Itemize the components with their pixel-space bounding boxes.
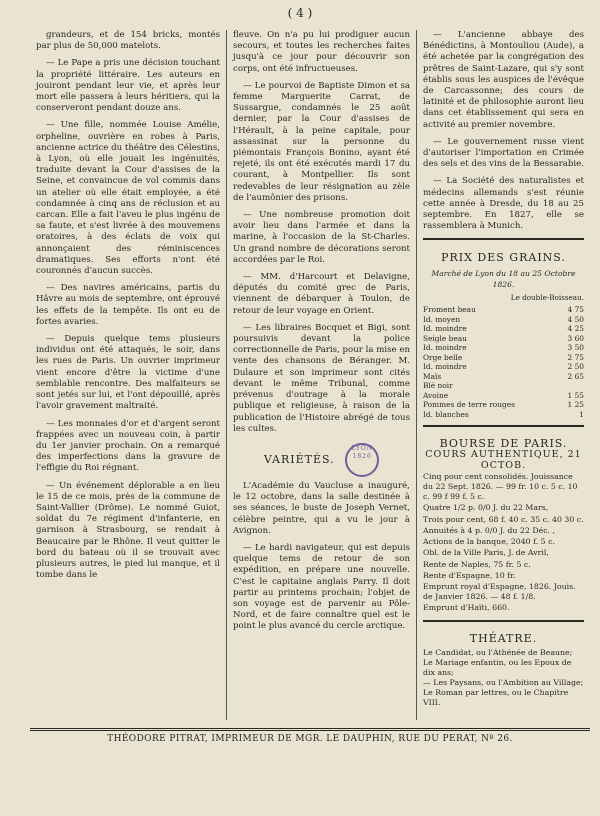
- price-row: [423, 343, 584, 353]
- printer-imprint: THÉODORE PITRAT, IMPRIMEUR DE MGR. LE DAUPHIN, RUE DU PERAT, Nº 26.: [30, 728, 590, 744]
- grain-price: 1 55: [567, 390, 584, 400]
- article: — L'ancienne abbaye des Bénédictins, à Montouliou (Aude), a été achetée par la congrégation des prêtres de Saint-Lazare, qui s'y sont établis sous les auspices de l'évêque de Carcassonne; des cours de latinité et de philosophie auront lieu dans cet établissement qui sera en activité au premier novembre.: [423, 30, 584, 130]
- grain-label: Pommes de terre rouges: [423, 400, 515, 410]
- article: — Un événement déplorable a en lieu le 15 de ce mois, près de la commune de Saint-Vallier (Drôme). Le nommé Guiot, soldat du 7e régiment d'infanterie, en garnison à Strasbourg, se rendait à Beaucaire par le Rhône. Il veut quitter le bord du bateau où il se trouvait avec plusieurs autres, le pied lui manque, et il tombe dans le: [36, 480, 220, 581]
- article: — Le hardi navigateur, qui est depuis quelque tems de retour de son expédition, en prépare une nouvelle. C'est le capitaine anglais Parry. Il doit partir au printems prochain; l'objet de son voyage est de parvenir au Pôle-Nord, et de faire connaître quel est le point le plus avancé du cercle arctique.: [233, 542, 410, 632]
- grain-label: Seigle beau: [423, 333, 467, 343]
- price-row: [423, 410, 584, 420]
- theatre-line: Le Roman par lettres, ou le Chapitre VIII.: [423, 687, 569, 707]
- bourse-subtitle: COURS AUTHENTIQUE, 21 OCTOB.: [425, 449, 582, 471]
- price-row: [423, 334, 584, 344]
- varietes-heading: [233, 443, 410, 477]
- varietes-title: VARIÉTÉS.: [263, 452, 335, 466]
- price-row: [423, 353, 584, 363]
- theatre-line: Le Mariage enfantin, ou les Epoux de dix ans;: [423, 657, 572, 677]
- bourse-line: Emprunt royal d'Espagne, 1826. Jouis. de Janvier 1826. — 48 f. 1/8.: [423, 581, 576, 602]
- article: L'Académie du Vaucluse a inauguré, le 12 octobre, dans la salle destinée à ses séances, le buste de Joseph Vernet, célèbre peintre, qui a vu le jour à Avignon.: [233, 480, 410, 536]
- bourse-line: Rente de Naples, 75 fr. 5 c.: [423, 559, 531, 569]
- price-row: [423, 391, 584, 401]
- grain-prices-subtitle: Marché de Lyon du 18 au 25 Octobre 1826.: [431, 268, 576, 289]
- theatre-line: — Les Paysans, ou l'Ambition au Village;: [423, 677, 584, 687]
- bourse-line: Cinq pour cent consolidés. Jouissance du 22 Sept. 1826. — 99 fr. 10 c. 5 c. 10 c. 99 f 99 f. 5 c.: [423, 471, 578, 502]
- bourse-line: Actions de la banque, 2040 f. 5 c.: [423, 537, 555, 547]
- article: — Le pourvoi de Baptiste Dimon et sa femme Marguerite Carrat, de Sussargue, condamnés le 25 août dernier, par la Cour d'assises de l'Hérault, à la peine capitale, pour assassinat sur la personne du piémontais François Bonino, ayant été rejeté, ils ont été exécutés mardi 17 du courant, à Montpellier. Ils sont redevables de leur résignation au zèle de l'aumônier des prisons.: [233, 80, 410, 203]
- bourse-line: Quatre 1/2 p. 0/0 J. du 22 Mars,: [423, 503, 549, 513]
- postal-stamp-icon: LYON 1826: [345, 443, 379, 477]
- article: — Des navires américains, partis du Hâvre au mois de septembre, ont éprouvé les effets de la tempête. Ils ont eu de fortes avaries.: [36, 283, 220, 327]
- grain-label: Maïs: [423, 371, 442, 381]
- price-row: [423, 305, 584, 315]
- article: — Une fille, nommée Louise Amélie, orpheline, ouvrière en robes à Paris, ancienne actrice du théâtre des Célestins, à Lyon, où elle jouait les ingénuités, traduite devant la Cour d'assises de la Seine, et convaincue de vol commis dans un atelier où elle était employée, a été condamnée à cinq ans de réclusion et au carcan. Elle a fait l'aveu le plus ingénu de sa faute, et s'est livrée à des mouvemens oratoires, à des éclats de voix qui annonçaient des réminiscences dramatiques. Ses efforts n'ont été couronnés d'aucun succès.: [36, 120, 220, 277]
- grain-price: 1 25: [567, 400, 584, 410]
- theatre-title: THÉATRE.: [469, 631, 538, 645]
- bourse-line: Trois pour cent, 68 f. 40 c. 35 c. 40 30 c.: [423, 514, 584, 524]
- grain-prices-title: PRIX DES GRAINS.: [441, 251, 566, 265]
- bourse-line: Emprunt d'Haïti, 660.: [423, 603, 510, 613]
- article: — MM. d'Harcourt et Delavigne, députés du comité grec de Paris, viennent de débarquer à Toulon, de retour de leur voyage en Orient.: [233, 272, 410, 316]
- price-row: [423, 400, 584, 410]
- grain-prices-section: [423, 238, 584, 419]
- article: — Les libraires Bocquet et Bigi, sont poursuivis devant la police correctionnelle de Paris, pour la mise en vente des chansons de Béranger. M. Dulaure et son imprimeur sont cités devant le même Tribunal, comme prévenus d'outrage à la morale publique et religieuse, à raison de la publication de l'Histoire abrégé de tous les cultes.: [233, 322, 410, 434]
- grain-label: Id. blanches: [423, 409, 469, 419]
- article: — Depuis quelque tems plusieurs individus ont été attaqués, le soir, dans les rues de Paris. Un ouvrier imprimeur vient encore d'être la victime d'une semblable rencontre. Des malfaiteurs se sont jetés sur lui, et l'ont dépouillé, après l'avoir gravement maltraité.: [36, 334, 220, 412]
- grain-label: Blé noir: [423, 381, 453, 391]
- article: — Le gouvernement russe vient d'autoriser l'importation en Crimée des sels et des vins de la Bessarabie.: [423, 136, 584, 170]
- grain-price: 3 50: [567, 343, 584, 353]
- price-row: [423, 381, 584, 391]
- bourse-line: Obl. de la Ville Paris, J. de Avril,: [423, 548, 549, 558]
- grain-label: Avoine: [423, 390, 449, 400]
- column-1: [30, 30, 227, 720]
- column-3: [417, 30, 590, 720]
- grain-price: 2 50: [567, 362, 584, 372]
- grain-price: 4 50: [567, 314, 584, 324]
- grain-label: Froment beau: [423, 305, 476, 315]
- grain-price: 2 65: [567, 371, 584, 381]
- column-2: [227, 30, 417, 720]
- bourse-title: BOURSE DE PARIS.: [439, 437, 568, 451]
- price-row: [423, 372, 584, 382]
- grain-prices-unit: Le double-Boisseau.: [510, 293, 584, 303]
- grain-label: Id. moindre: [423, 324, 467, 334]
- theatre-line: Le Candidat, ou l'Athénée de Beaune;: [423, 647, 573, 657]
- article: — Les monnaies d'or et d'argent seront frappées avec un nouveau coin, à partir du 1er janvier prochain. On a remarqué des imperfections dans la gravure de l'effigie du Roi régnant.: [36, 418, 220, 474]
- theatre-section: [423, 620, 584, 708]
- bourse-line: Rente d'Espagne, 10 fr.: [423, 570, 516, 580]
- article: — La Société des naturalistes et médecins allemands s'est réunie cette année à Dresde, du 18 au 25 septembre. En 1827, elle se rassemblera à Munich.: [423, 176, 584, 232]
- grain-price: 4 75: [567, 305, 584, 315]
- price-row: [423, 362, 584, 372]
- article: fleuve. On n'a pu lui prodiguer aucun secours, et toutes les recherches faites jusqu'à ce jour pour découvrir son corps, ont été infructueuses.: [233, 30, 410, 74]
- page-number: ( 4 ): [287, 6, 313, 20]
- article: grandeurs, et de 154 bricks, montés par plus de 50,000 matelots.: [36, 30, 220, 52]
- article: — Le Pape a pris une décision touchant la propriété littéraire. Les auteurs en jouiront pendant leur vie, et après leur mort elle passera à leurs héritiers, qui la conserveront pendant douze ans.: [36, 58, 220, 114]
- bourse-line: Annuités à 4 p. 0/0 J. du 22 Déc. ,: [423, 525, 555, 535]
- price-row: [423, 324, 584, 334]
- grain-label: Id. moindre: [423, 343, 467, 353]
- stock-exchange-section: [423, 425, 584, 613]
- grain-price: 2 75: [567, 352, 584, 362]
- grain-price: 1: [579, 409, 584, 419]
- grain-price: 3 60: [567, 333, 584, 343]
- grain-label: Orge belle: [423, 352, 463, 362]
- grain-price: 4 25: [567, 324, 584, 334]
- grain-label: Id. moyen: [423, 314, 461, 324]
- price-row: [423, 315, 584, 325]
- article: — Une nombreuse promotion doit avoir lieu dans l'armée et dans la marine, à l'occasion de la St-Charles. Un grand nombre de décorations seront accordées par le Roi.: [233, 210, 410, 265]
- columns: [30, 30, 590, 720]
- grain-label: Id. moindre: [423, 362, 467, 372]
